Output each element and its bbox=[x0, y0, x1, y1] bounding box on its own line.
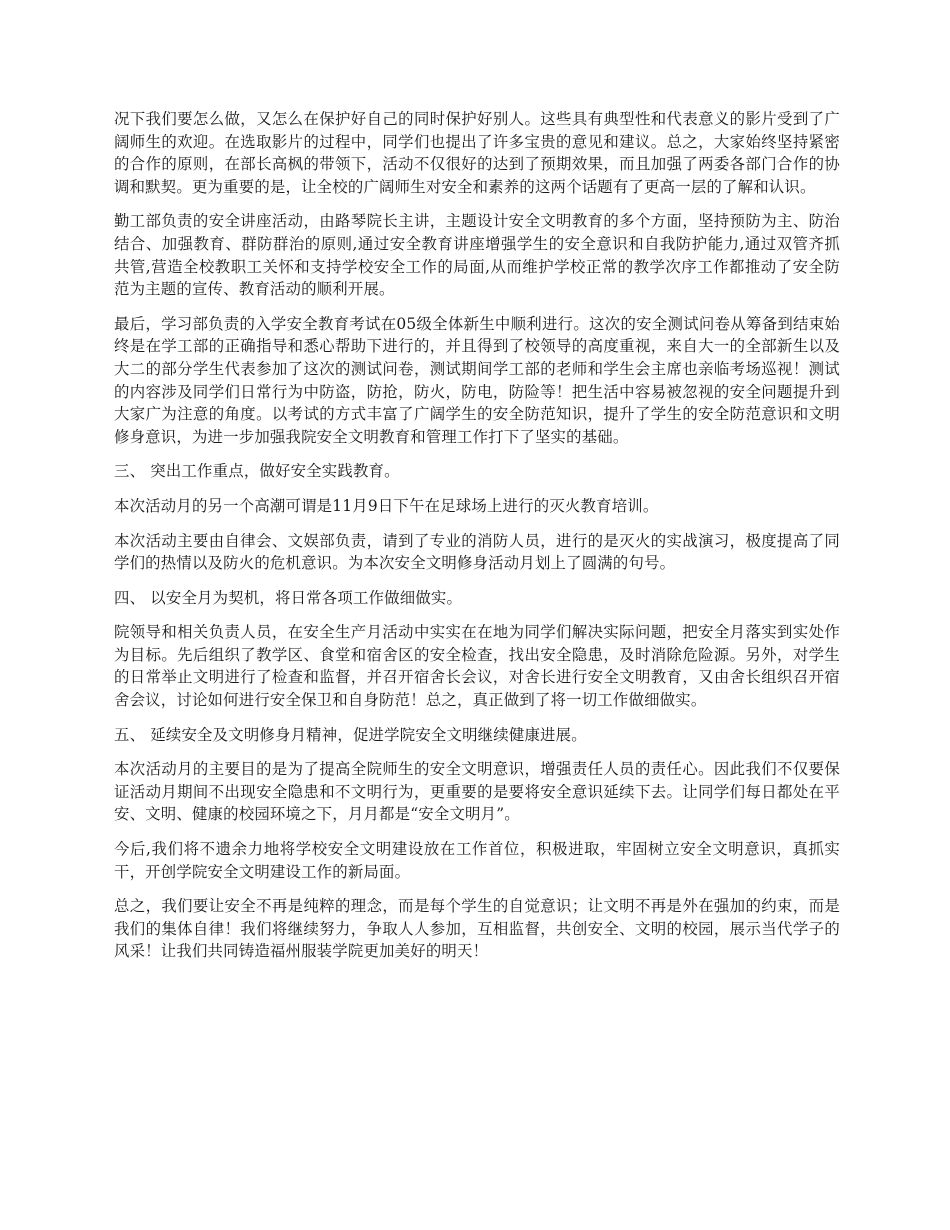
paragraph-film-screening: 况下我们要怎么做，又怎么在保护好自己的同时保护好别人。这些具有典型性和代表意义的影片受到了广阔师生的欢迎。在选取影片的过程中，同学们也提出了许多宝贵的意见和建议。总之，大家始终坚持紧密的合作的原则，在部长高枫的带领下，活动不仅很好的达到了预期效果，而且加强了两委各部门合作的协调和默契。更为重要的是，让全校的广阔师生对安全和素养的这两个话题有了更高一层的了解和认识。 bbox=[114, 110, 840, 196]
paragraph-safety-exam: 最后，学习部负责的入学安全教育考试在05级全体新生中顺利进行。这次的安全测试问卷从筹备到结束始终是在学工部的正确指导和悉心帮助下进行的，并且得到了校领导的高度重视，来自大一的全部新生以及大二的部分学生代表参加了这次的测试问卷，测试期间学工部的老师和学生会主席也亲临考场巡视！测试的内容涉及同学们日常行为中防盗，防抢，防火，防电，防险等！把生活中容易被忽视的安全问题提升到大家广为注意的角度。以考试的方式丰富了广阔学生的安全防范知识，提升了学生的安全防范意识和文明修身意识，为进一步加强我院安全文明教育和管理工作打下了坚实的基础。 bbox=[114, 314, 840, 446]
section-heading-3: 三、 突出工作重点，做好安全实践教育。 bbox=[114, 462, 400, 481]
section-heading-4: 四、 以安全月为契机，将日常各项工作做细做实。 bbox=[114, 588, 463, 607]
document-body bbox=[114, 108, 840, 975]
paragraph-fire-drill: 本次活动主要由自律会、文娱部负责，请到了专业的消防人员，进行的是灭火的实战演习，极度提高了同学们的热情以及防火的危机意识。为本次安全文明修身活动月划上了圆满的句号。 bbox=[114, 531, 840, 573]
paragraph-future-plan: 今后,我们将不遗余力地将学校安全文明建设放在工作首位，积极进取，牢固树立安全文明意识，真抓实干，开创学院安全文明建设工作的新局面。 bbox=[114, 840, 840, 881]
paragraph-safety-lecture: 勤工部负责的安全讲座活动，由路琴院长主讲，主题设计安全文明教育的多个方面，坚持预防为主、防治结合、加强教育、群防群治的原则,通过安全教育讲座增强学生的安全意识和自我防护能力,通过双管齐抓共管,营造全校教职工关怀和支持学校安全工作的局面,从而维护学校正常的教学次序工作都推动了安全防范为主题的宣传、教育活动的顺利开展。 bbox=[114, 212, 840, 299]
paragraph-activity-purpose: 本次活动月的主要目的是为了提高全院师生的安全文明意识，增强责任人员的责任心。因此我们不仅要保证活动月期间不出现安全隐患和不文明行为，更重要的是要将安全意识延续下去。让同学们每日都处在平安、文明、健康的校园环境之下，月月都是“安全文明月”。 bbox=[114, 760, 840, 824]
paragraph-conclusion: 总之，我们要让安全不再是纯粹的理念，而是每个学生的自觉意识；让文明不再是外在强加的约束，而是我们的集体自律！我们将继续努力，争取人人参加，互相监督，共创安全、文明的校园，展示当代学子的风采！让我们共同铸造福州服装学院更加美好的明天！ bbox=[114, 897, 840, 961]
section-heading-5: 五、 延续安全及文明修身月精神，促进学院安全文明继续健康进展。 bbox=[114, 725, 587, 744]
paragraph-daily-work: 院领导和相关负责人员，在安全生产月活动中实实在在地为同学们解决实际问题，把安全月落实到实处作为目标。先后组织了教学区、食堂和宿舍区的安全检查，找出安全隐患，及时消除危险源。另外，对学生的日常举止文明进行了检查和监督，并召开宿舍长会议，对舍长进行安全文明教育，又由舍长组织召开宿舍会议，讨论如何进行安全保卫和自身防范！总之，真正做到了将一切工作做细做实。 bbox=[114, 623, 840, 710]
paragraph-fire-training: 本次活动月的另一个高潮可谓是11月9日下午在足球场上进行的灭火教育培训。 bbox=[114, 496, 659, 515]
